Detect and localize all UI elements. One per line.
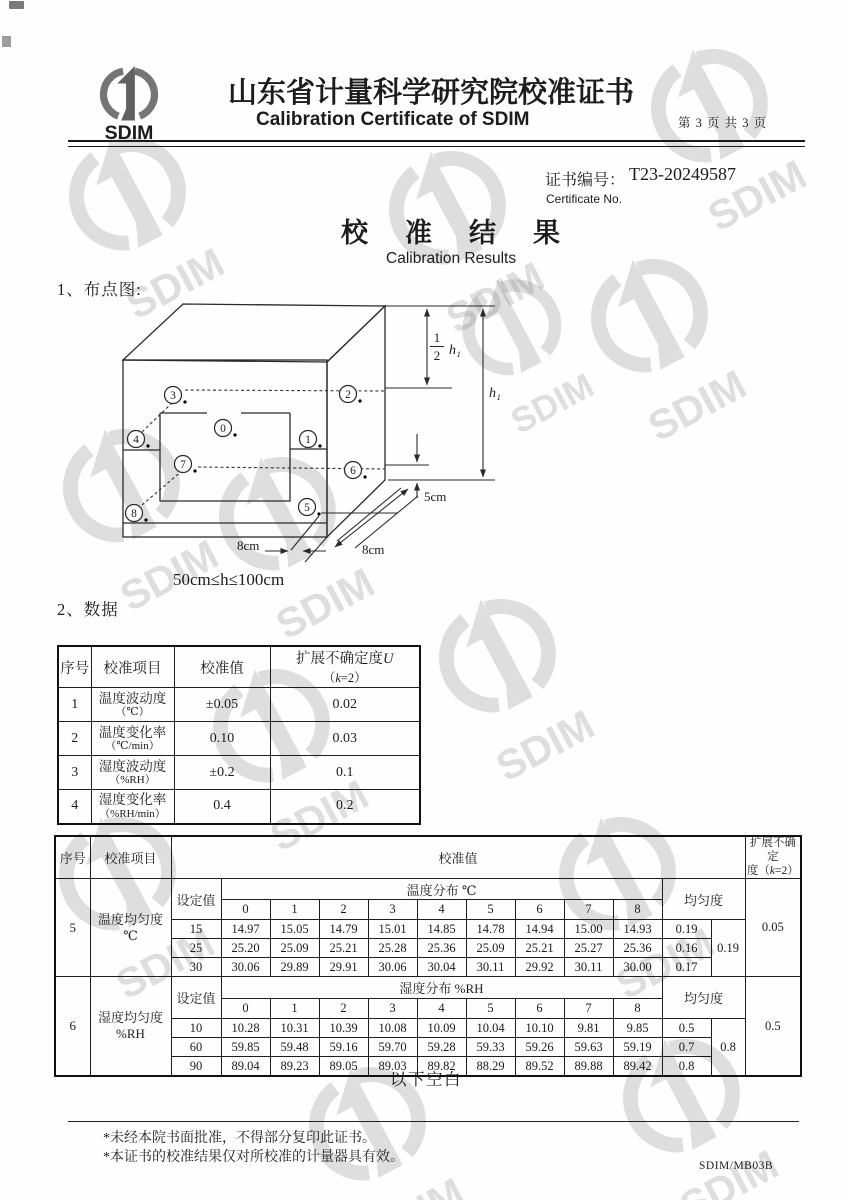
svg-text:3: 3 xyxy=(170,390,176,402)
scan-artifact-mark xyxy=(2,36,11,47)
reading-cell: 30.06 xyxy=(221,958,270,977)
header-rule xyxy=(68,140,805,147)
col-index: 8 xyxy=(613,999,662,1019)
reading-cell: 10.28 xyxy=(221,1019,270,1038)
uncertainty-cell: 0.5 xyxy=(745,977,801,1076)
reading-cell: 89.05 xyxy=(319,1057,368,1076)
reading-cell: 89.04 xyxy=(221,1057,270,1076)
reading-cell: 10.09 xyxy=(417,1019,466,1038)
reading-cell: 30.11 xyxy=(564,958,613,977)
reading-cell: 89.52 xyxy=(515,1057,564,1076)
distribution-header: 湿度分布 %RH xyxy=(221,977,662,999)
reading-cell: 25.09 xyxy=(270,939,319,958)
reading-cell: 14.93 xyxy=(613,920,662,939)
item-cell: 温度均匀度 ℃ xyxy=(90,879,171,977)
results-title-cn: 校准结果 xyxy=(341,218,597,248)
setpoint-header: 设定值 xyxy=(171,879,221,920)
setpoint-cell: 90 xyxy=(171,1057,221,1076)
point-marker-2 xyxy=(340,386,362,403)
t1-header-item: 校准项目 xyxy=(91,646,174,688)
reading-cell: 9.85 xyxy=(613,1019,662,1038)
point-marker-8 xyxy=(126,505,148,522)
seq-cell: 1 xyxy=(58,688,91,722)
col-index: 1 xyxy=(270,999,319,1019)
reading-cell: 25.20 xyxy=(221,939,270,958)
col-index: 7 xyxy=(564,900,613,920)
reading-cell: 10.08 xyxy=(368,1019,417,1038)
certificate-title-en: Calibration Certificate of SDIM xyxy=(256,109,530,130)
footer-note-2: *本证书的校准结果仅对所校准的计量器具有效。 xyxy=(103,1150,404,1165)
reading-cell: 59.85 xyxy=(221,1038,270,1057)
reading-cell: 59.26 xyxy=(515,1038,564,1057)
col-index: 8 xyxy=(613,900,662,920)
value-cell: ±0.2 xyxy=(174,756,270,790)
uncertainty-cell: 0.05 xyxy=(745,879,801,977)
reading-cell: 59.28 xyxy=(417,1038,466,1057)
diagram-box xyxy=(123,304,418,562)
reading-cell: 25.27 xyxy=(564,939,613,958)
uniformity-header: 均匀度 xyxy=(662,977,745,1019)
point-marker-7 xyxy=(175,456,197,473)
setpoint-header: 设定值 xyxy=(171,977,221,1019)
reading-cell: 30.04 xyxy=(417,958,466,977)
sdim-logo xyxy=(94,64,164,142)
form-code: SDIM/MB03B xyxy=(699,1160,774,1172)
uniformity-table xyxy=(54,835,802,1077)
reading-cell: 14.78 xyxy=(466,920,515,939)
certificate-no-label: 证书编号： xyxy=(545,172,626,189)
reading-cell: 30.06 xyxy=(368,958,417,977)
reading-cell: 59.70 xyxy=(368,1038,417,1057)
dim-5cm-label: 5cm xyxy=(424,489,447,504)
reading-cell: 29.92 xyxy=(515,958,564,977)
reading-cell: 59.33 xyxy=(466,1038,515,1057)
diagram-dimensions xyxy=(237,306,501,557)
t2-header-uncertainty: 扩展不确定 度（k=2） xyxy=(745,836,801,879)
t2-header-seq: 序号 xyxy=(55,836,90,879)
reading-cell: 25.21 xyxy=(319,939,368,958)
reading-cell: 29.91 xyxy=(319,958,368,977)
col-index: 5 xyxy=(466,999,515,1019)
col-index: 2 xyxy=(319,900,368,920)
reading-cell: 15.05 xyxy=(270,920,319,939)
logo-mark-icon xyxy=(104,66,155,121)
reading-cell: 10.10 xyxy=(515,1019,564,1038)
reading-cell: 59.16 xyxy=(319,1038,368,1057)
seq-cell: 3 xyxy=(58,756,91,790)
col-index: 1 xyxy=(270,900,319,920)
svg-text:0: 0 xyxy=(220,423,226,435)
reading-cell: 30.00 xyxy=(613,958,662,977)
footer-note-1: *未经本院书面批准，不得部分复印此证书。 xyxy=(103,1131,376,1146)
item-cell: 温度波动度 （℃） xyxy=(91,688,174,722)
dim-8cm-right-label: 8cm xyxy=(362,542,385,557)
reading-cell: 25.28 xyxy=(368,939,417,958)
dim-half-denominator: 2 xyxy=(433,348,441,363)
uniformity-cell: 0.8 xyxy=(662,1057,711,1076)
dim-8cm-left-label: 8cm xyxy=(237,538,260,553)
value-cell: 0.10 xyxy=(174,722,270,756)
uncertainty-cell: 0.1 xyxy=(270,756,420,790)
reading-cell: 89.88 xyxy=(564,1057,613,1076)
uniformity-header: 均匀度 xyxy=(662,879,745,920)
col-index: 0 xyxy=(221,900,270,920)
setpoint-cell: 10 xyxy=(171,1019,221,1038)
col-index: 4 xyxy=(417,900,466,920)
col-index: 4 xyxy=(417,999,466,1019)
svg-text:7: 7 xyxy=(180,459,186,471)
dim-h-label: h₁ xyxy=(489,386,501,401)
svg-text:2: 2 xyxy=(345,389,351,401)
svg-text:8: 8 xyxy=(131,508,137,520)
setpoint-cell: 30 xyxy=(171,958,221,977)
reading-cell: 89.03 xyxy=(368,1057,417,1076)
reading-cell: 25.21 xyxy=(515,939,564,958)
seq-cell: 5 xyxy=(55,879,90,977)
reading-cell: 15.00 xyxy=(564,920,613,939)
svg-text:1: 1 xyxy=(305,434,311,446)
reading-cell: 14.97 xyxy=(221,920,270,939)
overall-uniformity-cell: 0.19 xyxy=(711,920,745,977)
col-index: 0 xyxy=(221,999,270,1019)
results-title-en: Calibration Results xyxy=(386,250,517,267)
reading-cell: 10.31 xyxy=(270,1019,319,1038)
col-index: 6 xyxy=(515,999,564,1019)
point-marker-6 xyxy=(345,462,367,479)
seq-cell: 6 xyxy=(55,977,90,1076)
uncertainty-cell: 0.02 xyxy=(270,688,420,722)
uniformity-cell: 0.7 xyxy=(662,1038,711,1057)
reading-cell: 25.09 xyxy=(466,939,515,958)
layout-diagram xyxy=(85,288,515,600)
footer-rule xyxy=(68,1121,799,1122)
setpoint-cell: 60 xyxy=(171,1038,221,1057)
dim-half-numerator: 1 xyxy=(433,330,441,345)
reading-cell: 29.89 xyxy=(270,958,319,977)
col-index: 3 xyxy=(368,999,417,1019)
reading-cell: 14.94 xyxy=(515,920,564,939)
reading-cell: 89.23 xyxy=(270,1057,319,1076)
reading-cell: 25.36 xyxy=(613,939,662,958)
uncertainty-cell: 0.2 xyxy=(270,790,420,824)
item-cell: 湿度波动度 （%RH） xyxy=(91,756,174,790)
setpoint-cell: 15 xyxy=(171,920,221,939)
logo-sdim-text: SDIM xyxy=(104,122,154,142)
item-cell: 湿度均匀度 %RH xyxy=(90,977,171,1076)
t1-header-value: 校准值 xyxy=(174,646,270,688)
t2-header-value: 校准值 xyxy=(171,836,745,879)
distribution-header: 温度分布 ℃ xyxy=(221,879,662,900)
seq-cell: 2 xyxy=(58,722,91,756)
svg-text:5: 5 xyxy=(304,502,310,514)
section-label-diagram: 1、布点图: xyxy=(57,280,142,299)
reading-cell: 10.04 xyxy=(466,1019,515,1038)
overall-uniformity-cell: 0.8 xyxy=(711,1019,745,1076)
reading-cell: 89.82 xyxy=(417,1057,466,1076)
reading-cell: 88.29 xyxy=(466,1057,515,1076)
value-cell: ±0.05 xyxy=(174,688,270,722)
t2-header-item: 校准项目 xyxy=(90,836,171,879)
point-marker-4 xyxy=(128,431,150,448)
svg-text:6: 6 xyxy=(350,465,356,477)
scan-artifact-mark xyxy=(9,1,24,9)
reading-cell: 9.81 xyxy=(564,1019,613,1038)
col-index: 5 xyxy=(466,900,515,920)
svg-text:4: 4 xyxy=(133,434,139,446)
col-index: 7 xyxy=(564,999,613,1019)
setpoint-cell: 25 xyxy=(171,939,221,958)
col-index: 3 xyxy=(368,900,417,920)
item-cell: 温度变化率 （℃/min） xyxy=(91,722,174,756)
point-marker-1 xyxy=(300,431,322,448)
uncertainty-cell: 0.03 xyxy=(270,722,420,756)
page-number: 第 3 页 共 3 页 xyxy=(678,116,768,130)
point-marker-5 xyxy=(299,499,321,516)
reading-cell: 30.11 xyxy=(466,958,515,977)
section-label-data: 2、数据 xyxy=(57,600,119,619)
point-marker-3 xyxy=(165,387,187,404)
reading-cell: 89.42 xyxy=(613,1057,662,1076)
height-range-note: 50cm≤h≤100cm xyxy=(173,570,285,589)
uniformity-cell: 0.16 xyxy=(662,939,711,958)
reading-cell: 14.85 xyxy=(417,920,466,939)
certificate-no-value: T23-20249587 xyxy=(629,164,736,184)
reading-cell: 10.39 xyxy=(319,1019,368,1038)
blank-below-note: 以下空白 xyxy=(390,1070,462,1089)
diagram-dashed-lines xyxy=(142,390,385,505)
item-cell: 湿度变化率 （%RH/min） xyxy=(91,790,174,824)
seq-cell: 4 xyxy=(58,790,91,824)
value-cell: 0.4 xyxy=(174,790,270,824)
reading-cell: 59.48 xyxy=(270,1038,319,1057)
certificate-no-label-en: Certificate No. xyxy=(546,192,623,206)
summary-table xyxy=(57,645,421,825)
uniformity-cell: 0.17 xyxy=(662,958,711,977)
uniformity-cell: 0.19 xyxy=(662,920,711,939)
reading-cell: 25.36 xyxy=(417,939,466,958)
reading-cell: 15.01 xyxy=(368,920,417,939)
certificate-title-cn: 山东省计量科学研究院校准证书 xyxy=(228,77,635,109)
t1-header-uncertainty: 扩展不确定度U （k=2） xyxy=(270,646,420,688)
col-index: 2 xyxy=(319,999,368,1019)
col-index: 6 xyxy=(515,900,564,920)
point-marker-0 xyxy=(215,420,237,437)
reading-cell: 59.19 xyxy=(613,1038,662,1057)
reading-cell: 14.79 xyxy=(319,920,368,939)
reading-cell: 59.63 xyxy=(564,1038,613,1057)
dim-half-h-label: h₁ xyxy=(449,343,461,358)
t1-header-seq: 序号 xyxy=(58,646,91,688)
uniformity-cell: 0.5 xyxy=(662,1019,711,1038)
